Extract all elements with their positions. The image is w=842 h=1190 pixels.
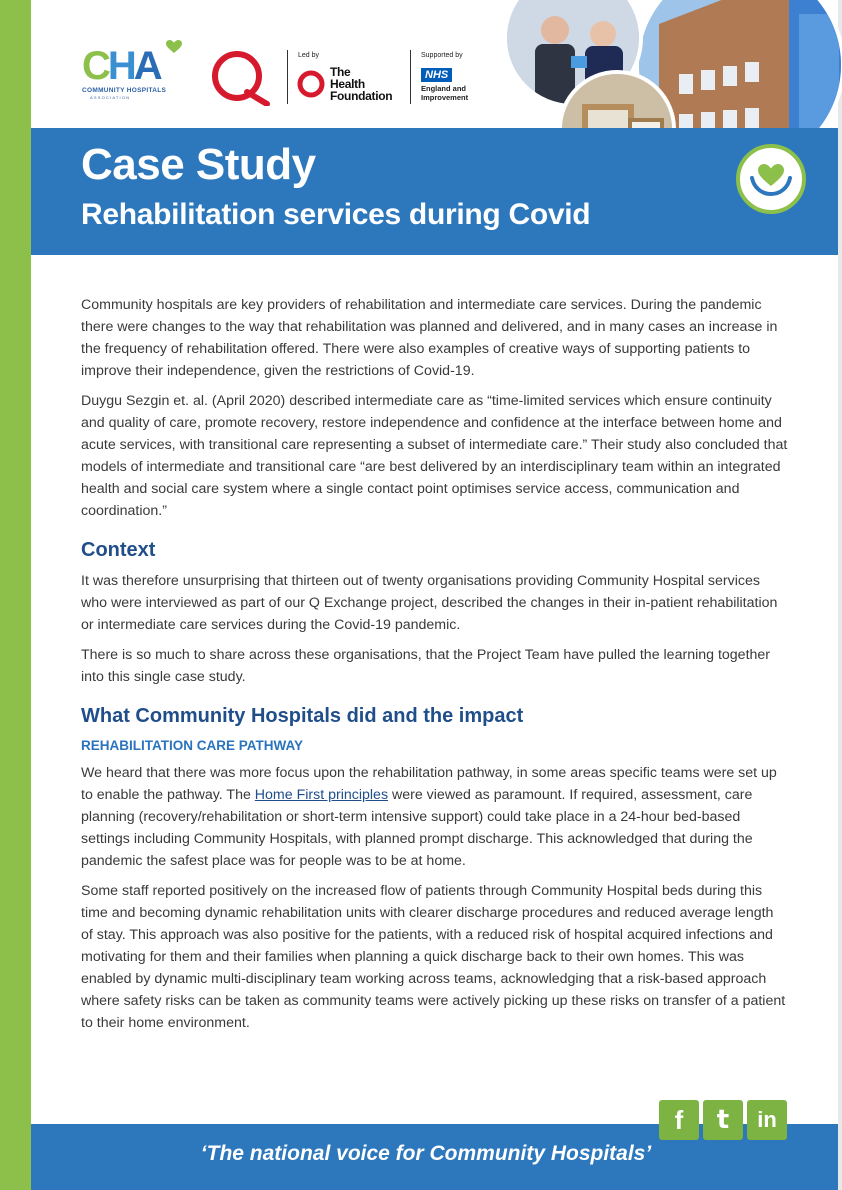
logo-divider: [410, 50, 411, 104]
led-by-label: Led by: [298, 52, 320, 59]
right-edge: [838, 0, 842, 1190]
page-title: Case Study: [81, 140, 316, 189]
footer-tagline: ‘The national voice for Community Hospitals’: [200, 1142, 652, 1165]
intro-paragraph: Community hospitals are key providers of rehabilitation and intermediate care services. During the pandemic there were changes to the way that rehabilitation was planned and delivered, and in many cases an increase in the frequency of rehabilitation offered. There were also examples of creative ways of supporting patients to improve their independence, given the restrictions of Covid-19.: [81, 297, 778, 379]
context-heading: Context: [81, 539, 156, 561]
article-body: [81, 294, 789, 1042]
logo-divider: [287, 50, 288, 104]
nhs-logo: NHS: [421, 68, 452, 82]
cha-logo-letter-h: H: [107, 44, 134, 88]
left-accent-bar: [0, 0, 31, 1190]
cha-logo-name: COMMUNITY HOSPITALS: [82, 87, 167, 94]
nhs-logo-sub: England and Improvement: [421, 84, 469, 102]
cha-logo-letter-a: A: [133, 44, 160, 88]
health-foundation-ring-icon: [297, 70, 325, 98]
cha-logo: [80, 40, 184, 102]
cha-logo-letter-c: C: [82, 44, 108, 88]
supported-by-label: Supported by: [421, 52, 463, 59]
context-paragraph: It was therefore unsurprising that thirteen out of twenty organisations providing Community Hospital services who were interviewed as part of our Q Exchange project, described the changes in their in-patient rehabilitation or intermediate care services during the Covid-19 pandemic.: [81, 573, 778, 633]
care-heart-badge: [736, 144, 806, 214]
rehab-pathway-subheading: REHABILITATION CARE PATHWAY: [81, 738, 303, 753]
facebook-icon[interactable]: f: [659, 1100, 699, 1140]
context-paragraph: There is so much to share across these organisations, that the Project Team have pulled the learning together into this single case study.: [81, 647, 771, 685]
cha-logo-sub: ASSOCIATION: [90, 95, 131, 100]
intro-paragraph: Duygu Sezgin et. al. (April 2020) described intermediate care as “time-limited services which ensure continuity and quality of care, promote recovery, restore independence and confidence at the interface between home and acute services, with transitional care representing a subset of intermediate care.” Their study also concluded that models of intermediate and transitional care “are best delivered by an interdisciplinary team within an integrated health and social care system where a single contact point optimises service access, communication and coordination.”: [81, 393, 788, 519]
health-foundation-logo: The Health Foundation: [330, 65, 393, 103]
linkedin-icon[interactable]: in: [747, 1100, 787, 1140]
twitter-icon[interactable]: t: [703, 1100, 743, 1140]
home-first-principles-link[interactable]: Home First principles: [254, 787, 389, 803]
impact-paragraph: We heard that there was more focus upon the rehabilitation pathway, in some areas specific teams were set up to enable the pathway. The Home First principles were viewed as paramount. If required, assessment, care planning (recovery/rehabilitation or short-term intensive support) could take place in a 24-hour bed-based settings including Community Hospitals, with planned prompt discharge. This acknowledged that during the pandemic the safest place was for people was to be at home.: [81, 765, 777, 869]
impact-heading: What Community Hospitals did and the impact: [81, 705, 524, 727]
q-logo: [207, 48, 273, 106]
impact-paragraph: Some staff reported positively on the increased flow of patients through Community Hospital beds during this time and becoming dynamic rehabilitation units with clearer discharge procedures and reduced average length of stay. This approach was also positive for the patients, with a reduced risk of hospital acquired infections and motivating for them and their families when planning a quick discharge back to their own homes. This was enabled by dynamic multi-disciplinary team working across teams, acknowledging that a risk-based approach where safety risks can be taken as community teams were actively picking up these risks on transfer of a patient to their home environment.: [81, 883, 786, 1031]
page-subtitle: Rehabilitation services during Covid: [81, 198, 591, 231]
heart-icon: [166, 40, 182, 54]
heart-hands-icon: [740, 148, 802, 210]
